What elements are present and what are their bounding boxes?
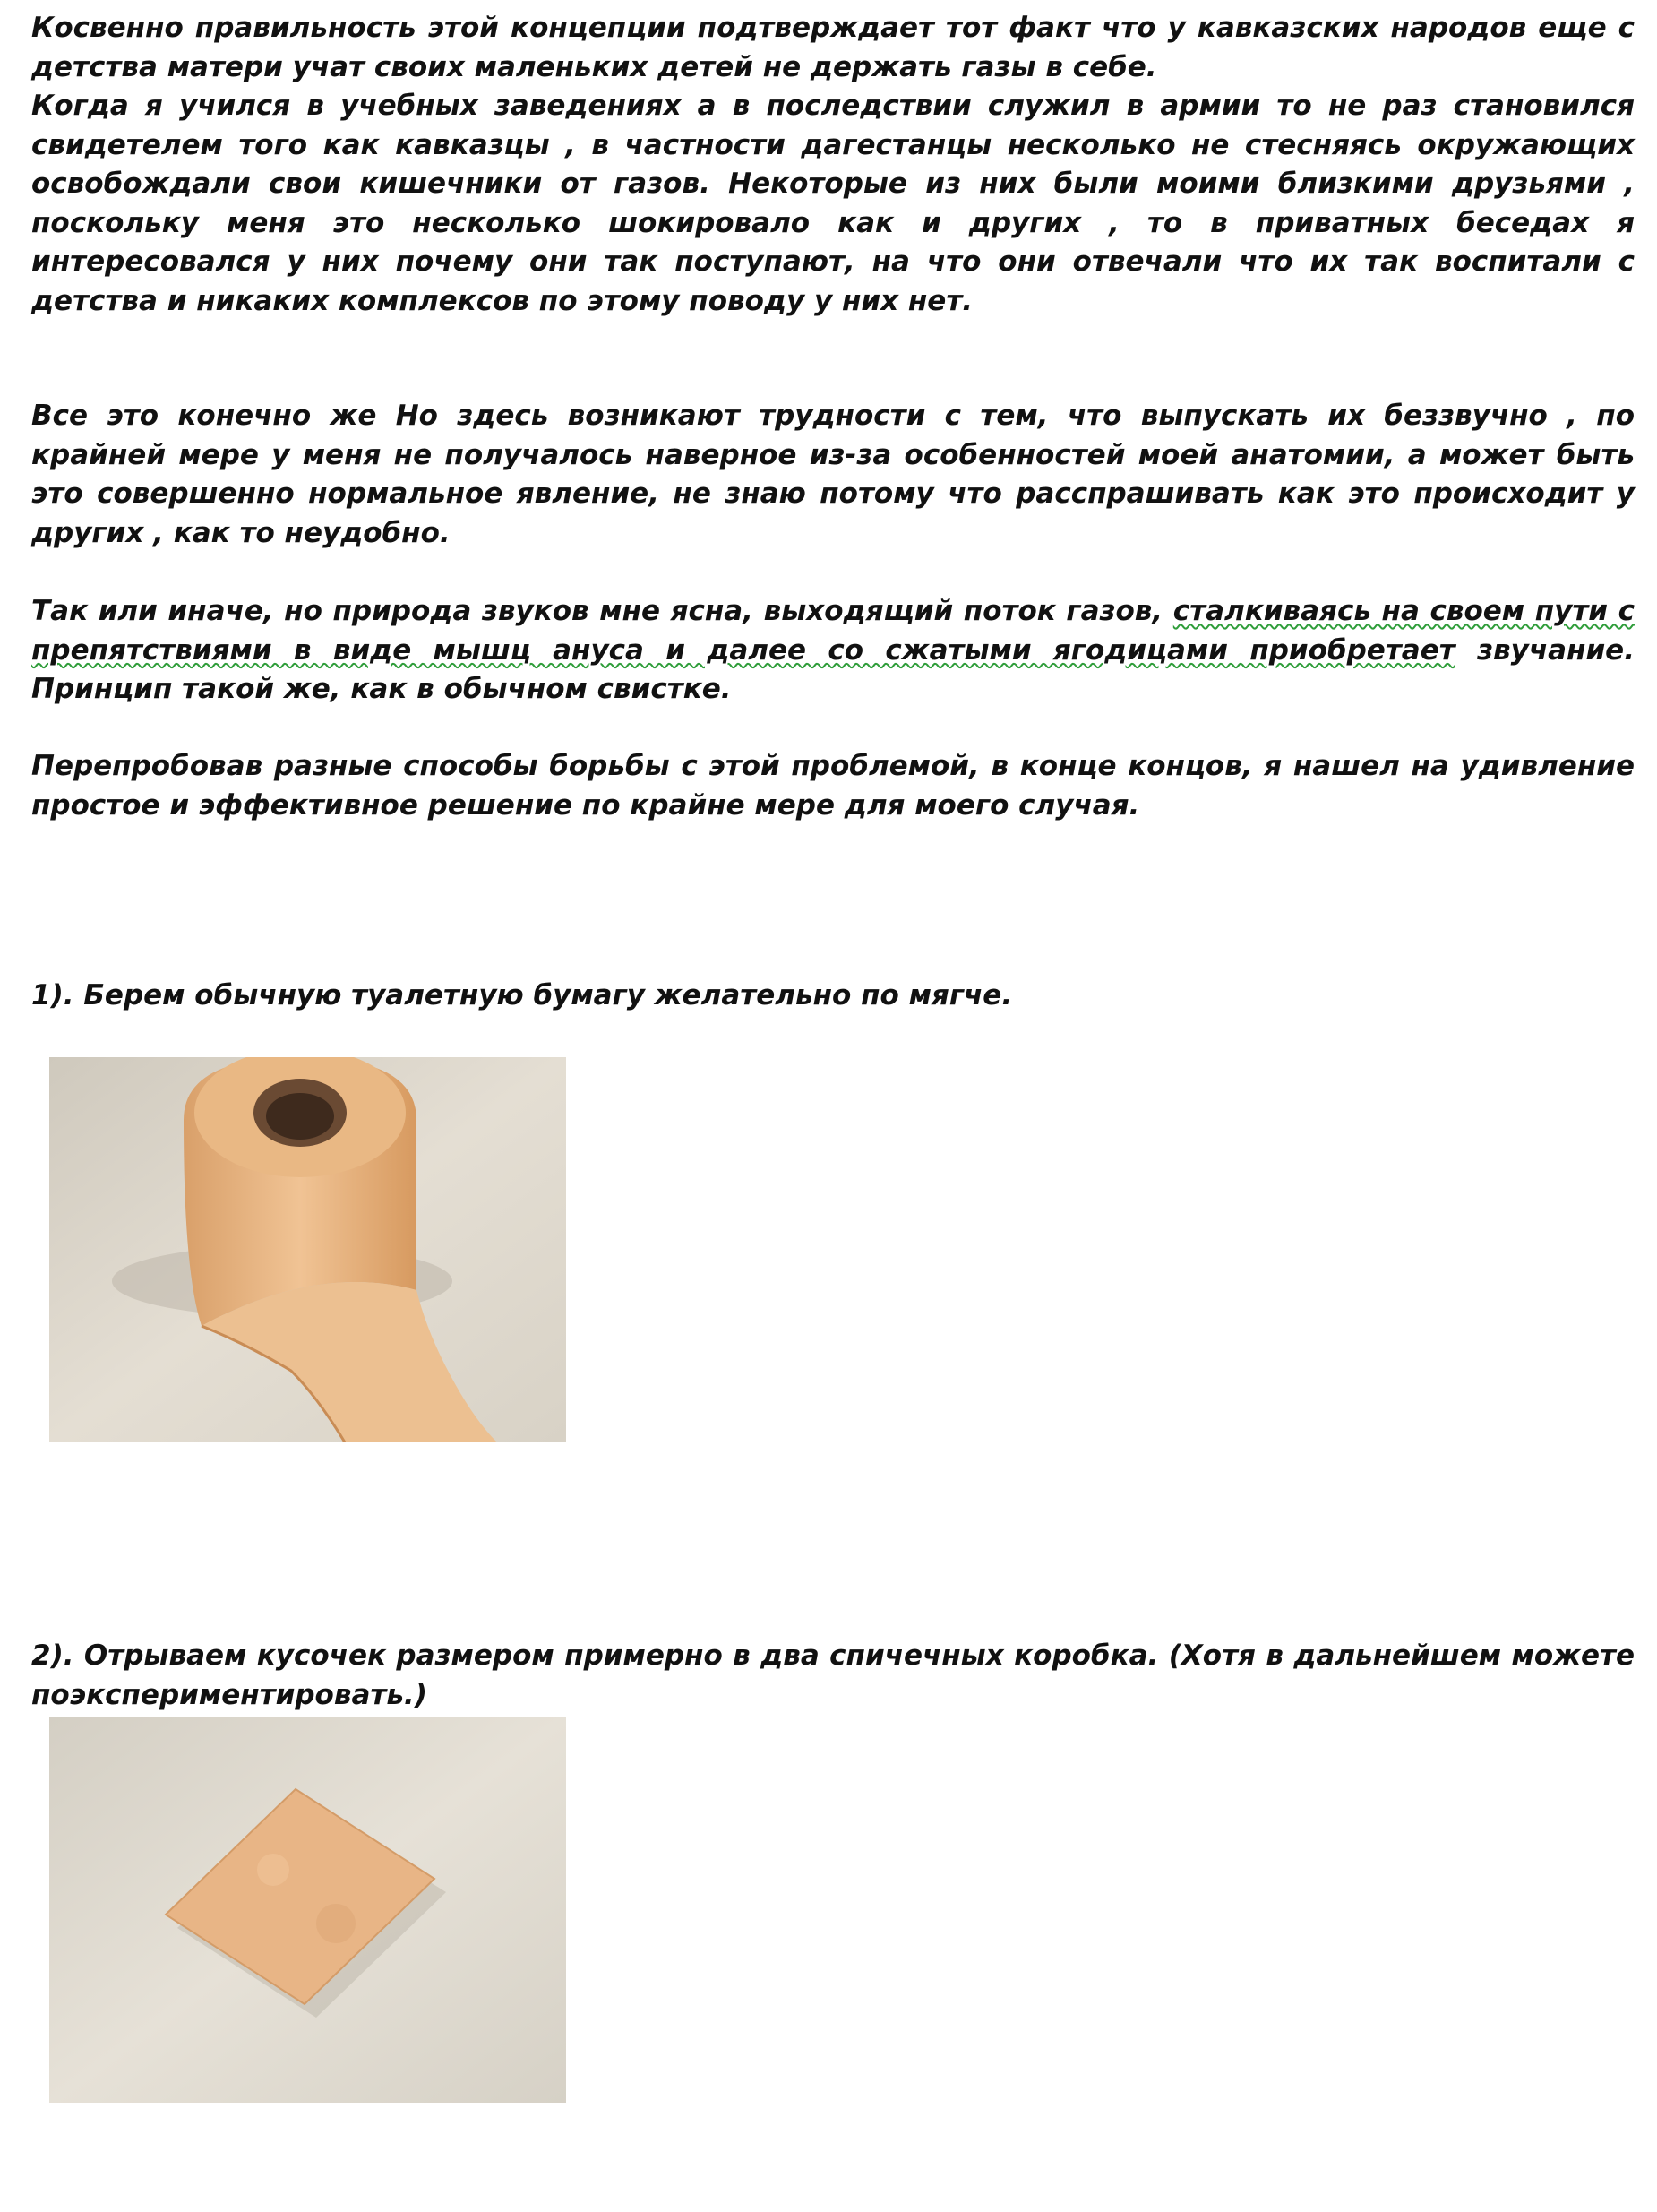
paragraph-1-text: Косвенно правильность этой концепции подтверждает тот факт что у кавказских народов еще с детства матери учат своих маленьких детей не держать газы в себе. (31, 12, 1635, 83)
paragraph-2 (31, 397, 1635, 553)
spellcheck-underlined-text: сталкиваясь на своем пути с препятствиями в виде мышц ануса и далее со сжатыми ягодицами приобретает (31, 595, 1635, 667)
paragraph-1 (31, 9, 1635, 321)
toilet-paper-roll-photo (49, 1057, 566, 1442)
paragraph-3 (31, 592, 1635, 710)
paragraph-1b-text: Когда я учился в учебных заведениях а в последствии служил в армии то не раз становился свидетелем того как кавказцы , в частности дагестанцы несколько не стесняясь окружающих освобождали свои кишечники от газов. Некоторые из них были моими близкими друзьями , поскольку меня это несколько шокировало как и других , то в приватных беседах я интересовался у них почему они так поступают, на что они отвечали что их так воспитали с детства и никаких комплексов по этому поводу у них нет. (31, 90, 1635, 317)
paper-square-photo (49, 1717, 566, 2103)
step-1-text: 1). Берем обычную туалетную бумагу желательно по мягче. (31, 979, 1013, 1011)
step-1-caption (31, 977, 1635, 1016)
step-2-caption (31, 1637, 1635, 1715)
paragraph-3-after: звучание. Принцип такой же, как в обычном свистке. (31, 633, 1635, 705)
paragraph-4 (31, 747, 1635, 825)
paragraph-3-before: Так или иначе, но природа звуков мне ясна, выходящий поток газов, (31, 595, 1173, 627)
paragraph-4-text: Перепробовав разные способы борьбы с этой проблемой, в конце концов, я нашел на удивление простое и эффективное решение по крайне мере для моего случая. (31, 750, 1635, 822)
paragraph-2-text: Все это конечно же Но здесь возникают трудности с тем, что выпускать их беззвучно , по крайней мере у меня не получалось наверное из-за особенностей моей анатомии, а может быть это совершенно нормальное явление, не знаю потому что расспрашивать как это происходит у других , как то неудобно. (31, 400, 1635, 549)
step-2-text: 2). Отрываем кусочек размером примерно в два спичечных коробка. (Хотя в дальнейшем можете поэкспериментировать.) (31, 1640, 1635, 1711)
